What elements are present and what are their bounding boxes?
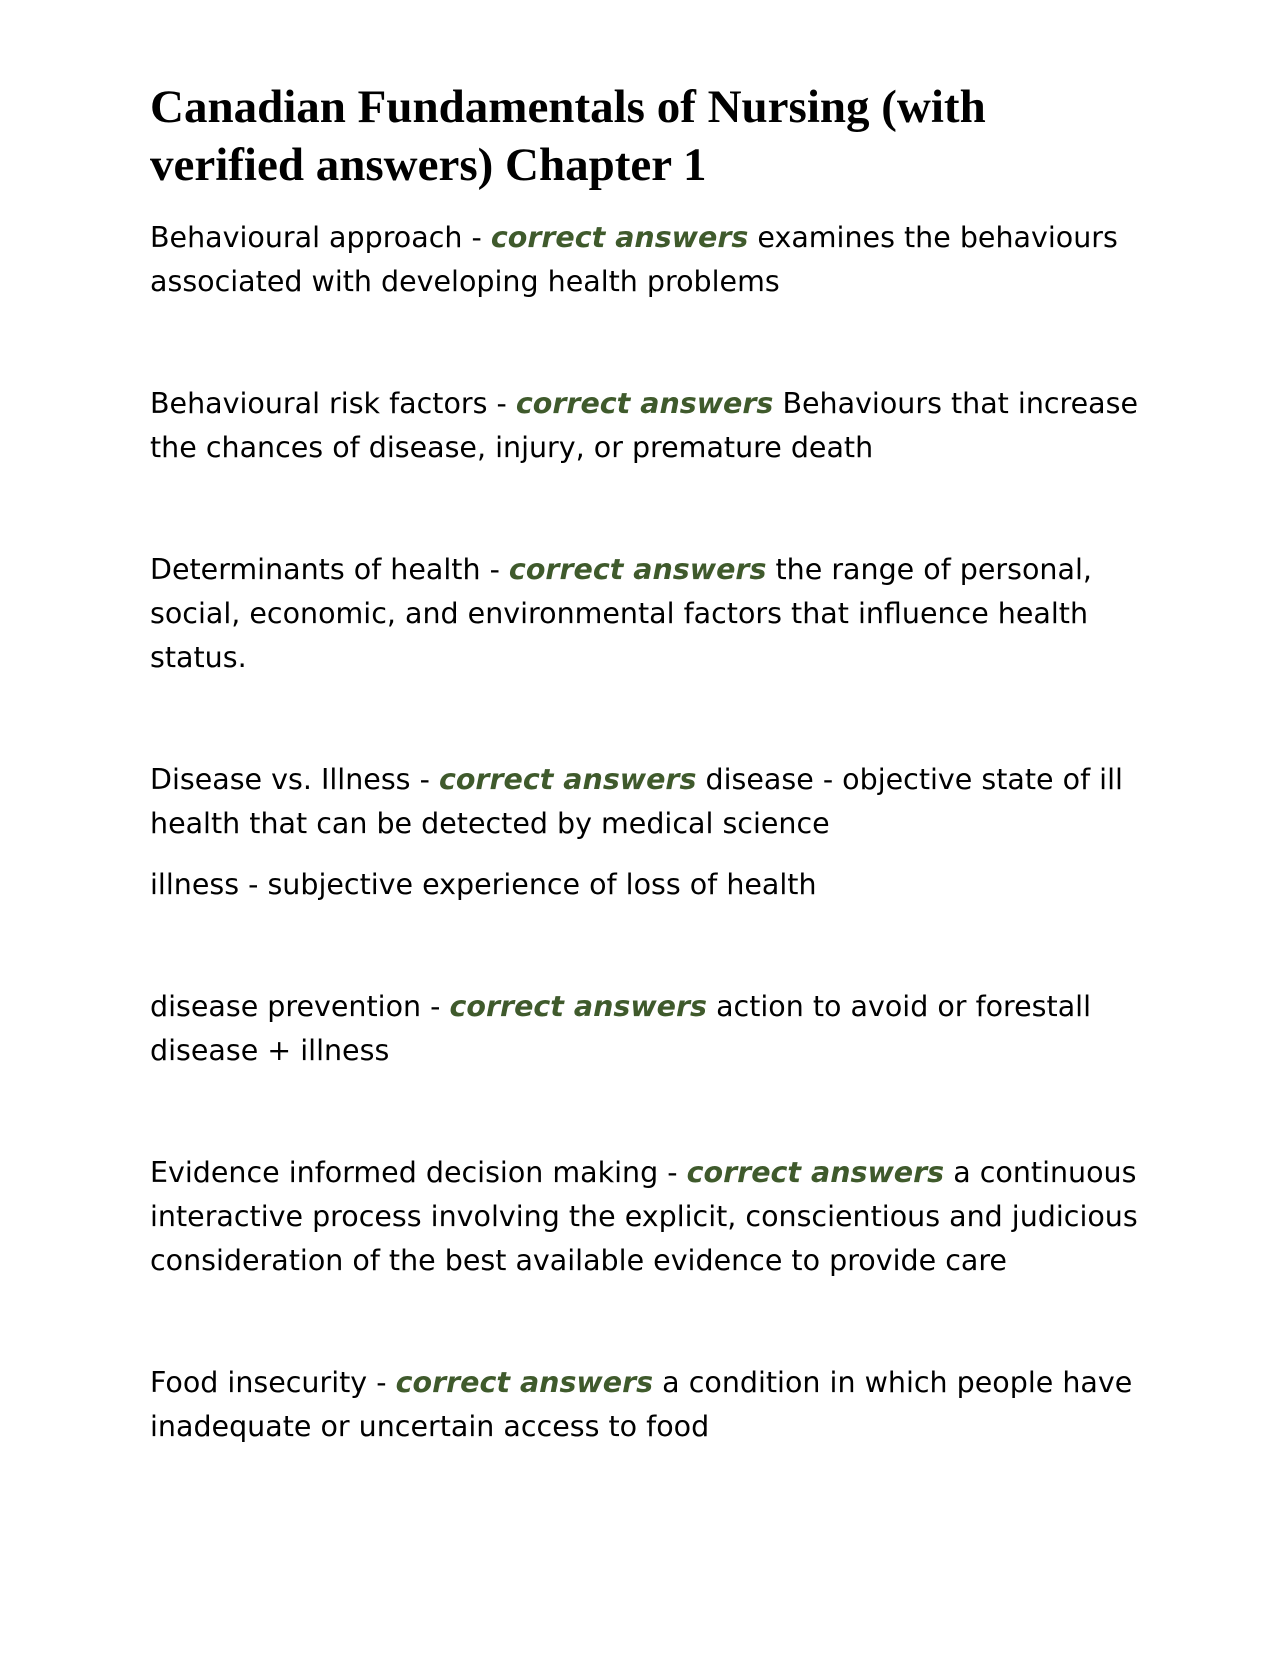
entry-spacer xyxy=(150,1073,1140,1151)
entry-definition: examines the behaviours associated with developing health problems xyxy=(150,221,1118,298)
entry-text xyxy=(150,216,1140,304)
entry-definition: a continuous interactive process involving the explicit, conscientious and judicious consideration of the best available evidence to provide care xyxy=(150,1156,1138,1277)
entry-spacer xyxy=(150,304,1140,382)
entry-term: Food insecurity xyxy=(150,1366,368,1399)
entry-text xyxy=(150,758,1140,846)
entry-text xyxy=(150,548,1140,680)
answer-tag: correct answers xyxy=(490,221,749,254)
entry-term: disease prevention xyxy=(150,990,422,1023)
entry-text xyxy=(150,985,1140,1073)
entry-text xyxy=(150,382,1140,470)
answer-tag: correct answers xyxy=(686,1156,945,1189)
entry-separator: - xyxy=(421,990,450,1023)
entry-separator: - xyxy=(487,387,516,420)
entry-definition: disease - objective state of ill health that can be detected by medical science xyxy=(150,763,1123,840)
entry-separator: - xyxy=(480,553,509,586)
entry-evidence-informed-decision-making xyxy=(150,1151,1140,1283)
entry-behavioural-risk-factors xyxy=(150,382,1140,470)
entry-text xyxy=(150,1361,1140,1449)
entry-separator: - xyxy=(367,1366,396,1399)
entry-definition: action to avoid or forestall disease + illness xyxy=(150,990,1092,1067)
entry-definition: the range of personal, social, economic, and environmental factors that influence health status. xyxy=(150,553,1092,674)
answer-tag: correct answers xyxy=(449,990,708,1023)
entry-term: Evidence informed decision making xyxy=(150,1156,659,1189)
document-title: Canadian Fundamentals of Nursing (with verified answers) Chapter 1 xyxy=(150,81,986,191)
entry-spacer xyxy=(150,1283,1140,1361)
entry-behavioural-approach xyxy=(150,216,1140,304)
entry-determinants-of-health xyxy=(150,548,1140,680)
entry-definition: Behaviours that increase the chances of disease, injury, or premature death xyxy=(150,387,1139,464)
answer-tag: correct answers xyxy=(508,553,767,586)
entry-separator: - xyxy=(462,221,491,254)
entry-extra-text: illness - subjective experience of loss of health xyxy=(150,868,817,901)
entry-spacer xyxy=(150,470,1140,548)
document-page xyxy=(150,78,1140,1449)
entry-term: Determinants of health xyxy=(150,553,481,586)
entry-food-insecurity xyxy=(150,1361,1140,1449)
answer-tag: correct answers xyxy=(515,387,774,420)
answer-tag: correct answers xyxy=(395,1366,654,1399)
entry-term: Disease vs. Illness xyxy=(150,763,411,796)
entry-separator: - xyxy=(658,1156,687,1189)
entry-definition: a condition in which people have inadequate or uncertain access to food xyxy=(150,1366,1133,1443)
entry-term: Behavioural approach xyxy=(150,221,463,254)
entry-separator: - xyxy=(410,763,439,796)
entry-term: Behavioural risk factors xyxy=(150,387,488,420)
entry-disease-vs-illness xyxy=(150,758,1140,907)
entry-spacer xyxy=(150,907,1140,985)
entry-text xyxy=(150,1151,1140,1283)
entry-spacer xyxy=(150,680,1140,758)
entry-disease-prevention xyxy=(150,985,1140,1073)
answer-tag: correct answers xyxy=(438,763,697,796)
